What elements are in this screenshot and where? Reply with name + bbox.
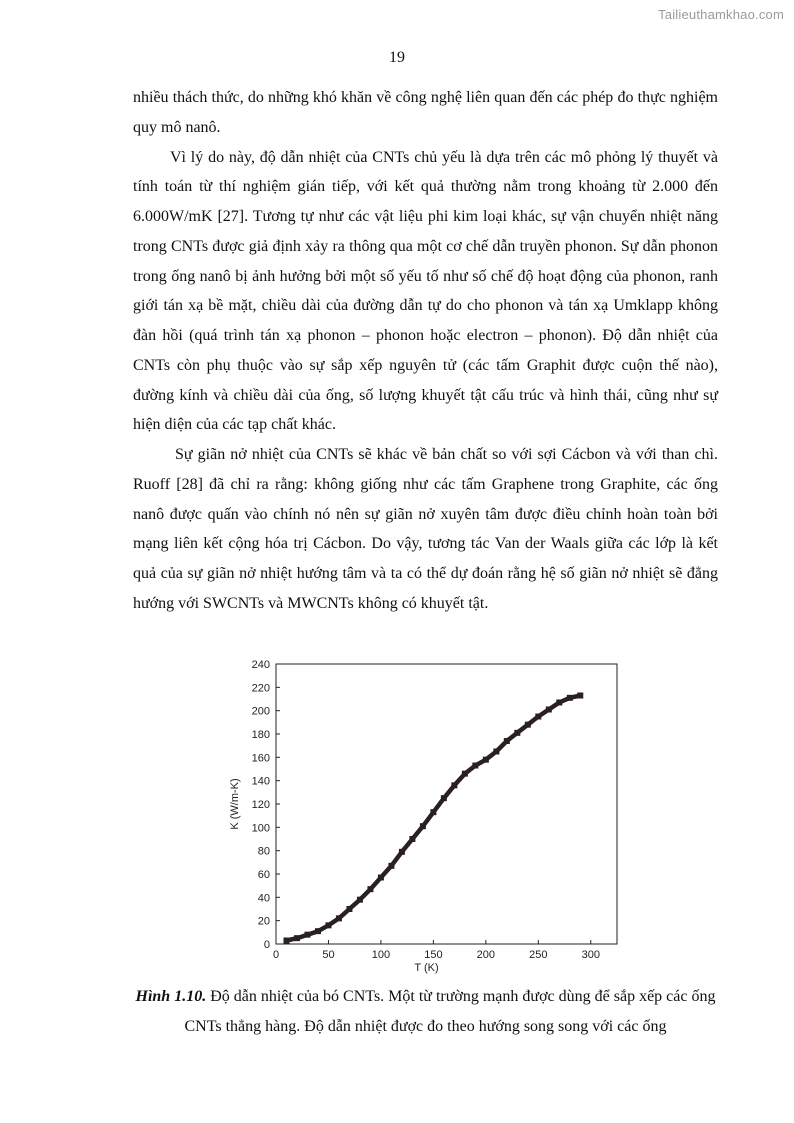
data-point [430,809,436,815]
data-point [336,915,342,921]
data-point [451,782,457,788]
y-axis-label: K (W/m-K) [229,778,241,830]
thermal-conductivity-chart [222,656,622,974]
data-point [556,700,562,706]
data-point [535,714,541,720]
data-point [325,922,331,928]
data-point [304,932,310,938]
data-point [493,749,499,755]
data-point [283,938,289,944]
data-point [472,763,478,769]
y-tick-label: 40 [257,892,270,905]
data-point [357,897,363,903]
watermark: Tailieuthamkhao.com [658,7,784,22]
data-point [441,795,447,801]
data-point [514,730,520,736]
data-point [525,722,531,728]
data-point [567,695,573,701]
y-tick-label: 220 [251,682,270,695]
data-point [346,906,352,912]
data-point [294,935,300,941]
y-tick-label: 120 [251,799,270,811]
data-point [315,928,321,934]
y-tick-label: 60 [257,869,270,881]
figure-chart [222,656,622,974]
x-tick-label: 0 [272,949,280,961]
x-tick-label: 200 [476,949,496,961]
data-point [367,886,373,892]
x-tick-label: 300 [581,949,600,961]
plot-frame [276,664,617,944]
y-tick-label: 180 [251,729,270,741]
y-tick-label: 100 [251,822,270,835]
data-point [420,823,426,829]
x-tick-label: 250 [529,949,548,961]
x-tick-label: 100 [371,949,391,961]
x-axis-label: T (K) [414,962,439,974]
y-tick-label: 140 [251,775,270,788]
data-point [409,836,415,842]
y-tick-label: 80 [257,845,270,858]
y-tick-label: 20 [257,915,270,928]
page-number: 19 [389,49,405,66]
body-text [133,83,718,619]
paragraph: Sự giãn nở nhiệt của CNTs sẽ khác về bản chất so với sợi Cácbon và với than chì. Ruoff [28] đã chỉ ra rằng: không giống như các tấm Graphene trong Graphite, các ống nanô được quấn vào chính nó nên sự giãn nở xuyên tâm được điều chỉnh hoàn toàn bởi mạng liên kết cộng hóa trị Cácbon. Do vậy, tương tác Van der Waals giữa các lớp là kết quả của sự giãn nở nhiệt hướng tâm và ta có thể dự đoán rằng hệ số giãn nở nhiệt sẽ đẳng hướng với SWCNTs và MWCNTs không có khuyết tật. [133,446,718,612]
figure-caption [133,982,718,1041]
data-point [462,771,468,777]
data-point [483,757,489,763]
figure-caption-text: Độ dẫn nhiệt của bó CNTs. Một từ trường mạnh được dùng để sắp xếp các ống CNTs thẳng hàng. Độ dẫn nhiệt được đo theo hướng song song với các ống [184,988,716,1035]
paragraph: Vì lý do này, độ dẫn nhiệt của CNTs chủ yếu là dựa trên các mô phỏng lý thuyết và tính toán từ thí nghiệm gián tiếp, với kết quả thường nằm trong khoảng từ 2.000 đến 6.000W/mK [27]. Tương tự như các vật liệu phi kim loại khác, sự vận chuyển nhiệt năng trong CNTs được giả định xảy ra thông qua một cơ chế dẫn truyền phonon. Sự dẫn phonon trong ống nanô bị ảnh hưởng bởi một số yếu tố như số chế độ hoạt động của phonon, ranh giới tán xạ bề mặt, chiều dài của đường dẫn tự do cho phonon và tán xạ Umklapp không đàn hồi (quá trình tán xạ phonon – phonon hoặc electron – phonon). Độ dẫn nhiệt của CNTs còn phụ thuộc vào sự sắp xếp nguyên tử (các tấm Graphit được cuộn thế nào), đường kính và chiều dài của ống, số lượng khuyết tật cấu trúc và hình thái, cũng như sự hiện diện của các tạp chất khác. [133,148,718,434]
x-tick-label: 150 [424,949,443,961]
data-point [388,863,394,869]
data-series-line [287,696,581,941]
y-tick-label: 240 [251,659,270,671]
data-point [577,693,583,699]
data-point [378,875,384,881]
x-tick-label: 50 [322,949,335,961]
y-tick-label: 160 [251,752,270,765]
data-point [546,707,552,713]
figure-label: Hình 1.10. [135,988,207,1005]
data-point [399,849,405,855]
paragraph: nhiều thách thức, do những khó khăn về công nghệ liên quan đến các phép đo thực nghiệm quy mô nanô. [133,89,718,136]
data-point [504,738,510,744]
y-tick-label: 0 [263,939,270,951]
y-tick-label: 200 [251,705,270,718]
